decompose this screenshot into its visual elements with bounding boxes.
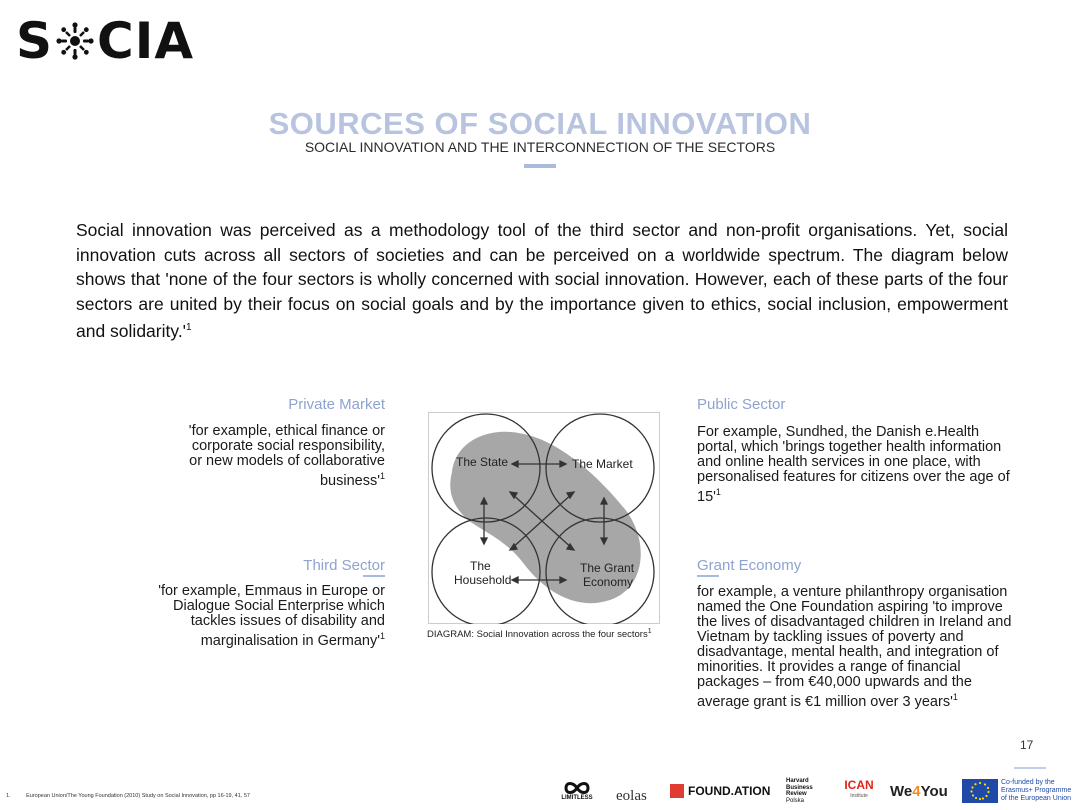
eolas-text: eolas [616,787,647,804]
we4you-you: You [920,782,948,800]
foundation-text: FOUND.ATION [688,784,771,798]
label-grant-line1: The Grant [580,561,635,575]
socia-logo [16,14,194,68]
label-household-line1: The [470,559,491,573]
page-number: 17 [1020,738,1034,752]
third-sector-ref: 1 [379,631,385,641]
we4you-logo [890,776,956,806]
we4you-we: We [890,782,913,800]
private-market-ref: 1 [379,471,385,481]
third-sector-underline [363,575,385,577]
title-accent-bar [524,164,556,168]
ican-sub-text: Institute [850,793,868,799]
grant-economy-heading-text: Grant Economy [697,557,802,574]
hbr-logo [786,776,832,806]
eu-text [1001,779,1071,803]
infinity-icon [564,781,590,795]
grant-economy-heading [697,557,897,577]
footnote-text: European Union/The Young Foundation (2010) Study on Social Innovation, pp 16-19, 41, 57 [26,793,250,799]
grant-economy-text: for example, a venture philanthropy organisation named the One Foundation aspiring 'to improve the lives of disadvantaged children in Ireland and Vietnam by tackling issues of poverty and disadvantage, mental health, and integration of minorities. It provides a range of financial packages – from €40,000 upwards and the average grant is €1 million over 3 years' [697,584,1012,710]
label-the-state: The State [456,455,509,469]
grant-economy-body [697,585,1015,710]
we4you-4: 4 [912,782,921,800]
grant-economy-underline [697,575,719,577]
private-market-text: 'for example, ethical finance or corporate social responsibility, or new models of collaborative business' [188,423,385,489]
public-sector-text: For example, Sundhed, the Danish e.Health portal, which 'brings together health information and online health services in one place, with personalised features for citizens over the age of 15' [697,424,1010,505]
private-market-heading [190,396,385,413]
third-sector-text: 'for example, Emmaus in Europe or Dialogue Social Enterprise which tackles issues of disability and marginalisation in Germany' [158,583,385,649]
page-title: SOURCES OF SOCIAL INNOVATION [268,106,812,141]
hbr-line1: Harvard [786,778,809,784]
logo-letter-s: S [16,12,54,70]
grant-economy-ref: 1 [952,692,958,702]
label-household-line2: Household [454,573,512,587]
people-circle-icon [55,21,95,61]
hbr-line4: Polska [786,797,805,804]
third-sector-body [140,584,385,649]
footnote-number: 1. [6,793,11,799]
eu-text-line1: Co-funded by the [1001,779,1055,786]
intro-text: Social innovation was perceived as a methodology tool of the third sector and non-profit organisations. Yet, social innovation cuts across all sectors of societies and can be perceived on a worldwide spectrum. The diagram below shows that 'none of the four sectors is wholly concerned with social innovation. However, each of these parts of the four sectors are united by their focus on social goals and by the importance given to ethics, social inclusion, empowerment and solidarity.' [76,220,1008,341]
public-sector-ref: 1 [715,487,721,497]
four-sectors-diagram [428,412,660,624]
intro-paragraph [76,218,1008,343]
public-sector-heading [697,396,897,413]
third-sector-heading [190,557,385,577]
limitless-logo [556,776,598,806]
foundation-mark-icon [670,784,684,798]
eu-flag-icon [962,779,998,803]
ican-logo [840,776,878,806]
label-grant-line2: Economy [583,575,634,589]
label-the-market: The Market [572,457,633,471]
third-sector-heading-text: Third Sector [303,557,385,574]
diagram-caption [427,628,652,640]
eu-text-line3: of the European Union [1001,795,1072,802]
page-number-underline [1014,767,1046,769]
foundation-logo [670,776,774,806]
ican-text: ICAN [844,778,874,792]
logo-letters-cia: CIA [97,12,195,70]
private-market-body [185,424,385,489]
hbr-line2: Business [786,784,813,791]
public-sector-body [697,425,1021,505]
intro-footnote-ref: 1 [186,322,192,333]
hbr-line3: Review [786,791,807,797]
eolas-logo [616,776,658,806]
private-market-heading-text: Private Market [288,396,385,413]
diagram-caption-text: DIAGRAM: Social Innovation across the four sectors [427,629,648,641]
public-sector-heading-text: Public Sector [697,396,786,413]
eu-text-line2: Erasmus+ Programme [1001,787,1072,794]
page-subtitle: SOCIAL INNOVATION AND THE INTERCONNECTION OF THE SECTORS [304,139,776,155]
eu-cofunded-logo [962,776,1078,806]
footnote [6,793,250,799]
diagram-caption-ref: 1 [647,628,652,635]
limitless-text: LIMITLESS [561,795,593,801]
